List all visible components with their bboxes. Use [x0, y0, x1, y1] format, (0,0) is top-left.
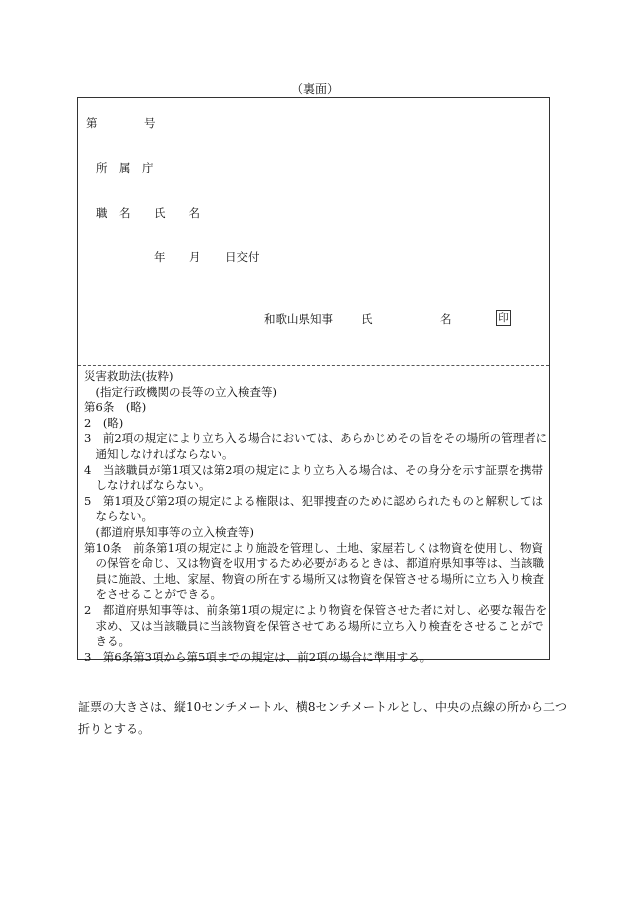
law-excerpt-line: 3 前2項の規定により立ち入る場合においては、あらかじめその旨をその場所の管理者に [84, 431, 548, 446]
law-excerpt-line: をさせることができる。 [84, 587, 222, 602]
position-label: 職 名 [96, 206, 131, 220]
law-excerpt-line: きる。 [84, 634, 130, 649]
law-excerpt-line: 員に施設、土地、家屋、物資の所在する場所又は物資を保管させる場所に立ち入り検査 [84, 571, 544, 586]
law-excerpt-line: (指定行政機関の長等の立入検査等) [84, 384, 277, 399]
size-footnote [78, 696, 567, 740]
agency-label: 所 属 庁 [96, 161, 154, 175]
law-excerpt [84, 369, 546, 665]
law-excerpt-line: ならない。 [84, 509, 153, 524]
number-suffix: 号 [144, 116, 156, 130]
date-year: 年 [154, 250, 166, 264]
law-excerpt-line: 4 当該職員が第1項又は第2項の規定により立ち入る場合は、その身分を示す証票を携帯 [84, 462, 543, 477]
law-excerpt-line: の保管を命じ、又は物資を収用するため必要があるときは、都道府県知事等は、当該職 [84, 556, 544, 571]
law-excerpt-line: 3 第6条第3項から第5項までの規定は、前2項の場合に準用する。 [84, 649, 432, 664]
law-excerpt-line: 2 (略) [84, 415, 124, 430]
number-prefix: 第 [86, 116, 98, 130]
issuer-title: 和歌山県知事 [264, 312, 333, 326]
law-excerpt-line: 求め、又は当該職員に当該物資を保管させてある場所に立ち入り検査をさせることがで [84, 618, 544, 633]
law-excerpt-line: 5 第1項及び第2項の規定による権限は、犯罪捜査のために認められたものと解釈しては [84, 493, 543, 508]
law-excerpt-line: 第10条 前条第1項の規定により施設を管理し、土地、家屋若しくは物資を使用し、物資 [84, 540, 543, 555]
law-excerpt-line: (都道府県知事等の立入検査等) [84, 524, 254, 539]
name-label: 氏 名 [154, 206, 200, 220]
seal-box: 印 [496, 310, 511, 326]
date-issued: 日交付 [225, 250, 260, 264]
law-excerpt-line: しなければならない。 [84, 478, 211, 493]
page-heading: （裏面） [290, 82, 339, 96]
law-excerpt-line: 災害救助法(抜粋) [84, 369, 174, 383]
certificate-card [77, 97, 550, 664]
footnote-line: 証票の大きさは、縦10センチメートル、横8センチメートルとし、中央の点線の所から二つ [78, 700, 567, 714]
issuer-name-mei: 名 [440, 312, 452, 326]
fold-line [78, 365, 549, 366]
law-excerpt-line: 第6条 (略) [84, 400, 147, 415]
date-month: 月 [189, 250, 201, 264]
issuer-name-shi: 氏 [361, 312, 373, 326]
footnote-line: 折りとする。 [78, 722, 151, 736]
law-excerpt-line: 通知しなければならない。 [84, 446, 234, 461]
law-excerpt-line: 2 都道府県知事等は、前条第1項の規定により物資を保管させた者に対し、必要な報告を [84, 602, 548, 617]
